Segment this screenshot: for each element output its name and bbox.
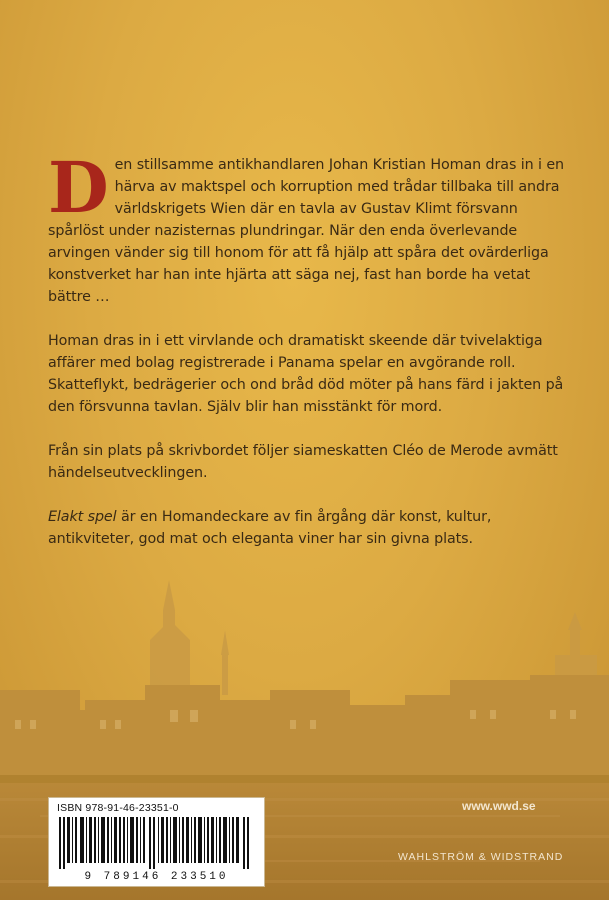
drop-cap: D — [48, 146, 109, 229]
blurb-paragraph-3: Från sin plats på skrivbordet följer siameskatten Cléo de Merode avmätt händelseutvecklingen. — [48, 443, 558, 481]
publisher-website: www.wwd.se — [462, 799, 536, 813]
blurb-paragraph-1-text: en stillsamme antikhandlaren Johan Kristian Homan dras in i en härva av maktspel och korruption med trådar tillbaka till andra världskrigets Wien där en tavla av Gustav Klimt försvann spårlöst under nazisternas plundringar. När den enda överlevande arvingen vänder sig till honom för att få hjälp att spåra det ovärderliga konstverket har han inte hjärta att säga nej, fast han borde ha vetat bättre … — [48, 157, 564, 305]
barcode-bars — [59, 817, 254, 869]
isbn-label: ISBN 978-91-46-23351-0 — [57, 802, 179, 814]
book-title-italic: Elakt spel — [48, 509, 117, 525]
isbn-barcode — [48, 797, 265, 887]
blurb-paragraph-1 — [48, 146, 568, 308]
blurb-paragraph-4 — [48, 506, 568, 550]
blurb-paragraph-2: Homan dras in i ett virvlande och dramatiskt skeende där tvivelaktiga affärer med bolag registrerade i Panama spelar en avgörande roll. Skatteflykt, bedrägerier och ond bråd död möter på hans färd i jakten på den försvunna tavlan. Själv blir han misstänkt för mord. — [48, 333, 564, 415]
blurb-text — [48, 146, 568, 572]
blurb-paragraph-4-text: är en Homandeckare av fin årgång där konst, kultur, antikviteter, god mat och eleganta viner har sin givna plats. — [48, 509, 492, 547]
publisher-name: WAHLSTRÖM & WIDSTRAND — [398, 851, 564, 863]
barcode-digits: 9 789146 233510 — [84, 871, 229, 883]
